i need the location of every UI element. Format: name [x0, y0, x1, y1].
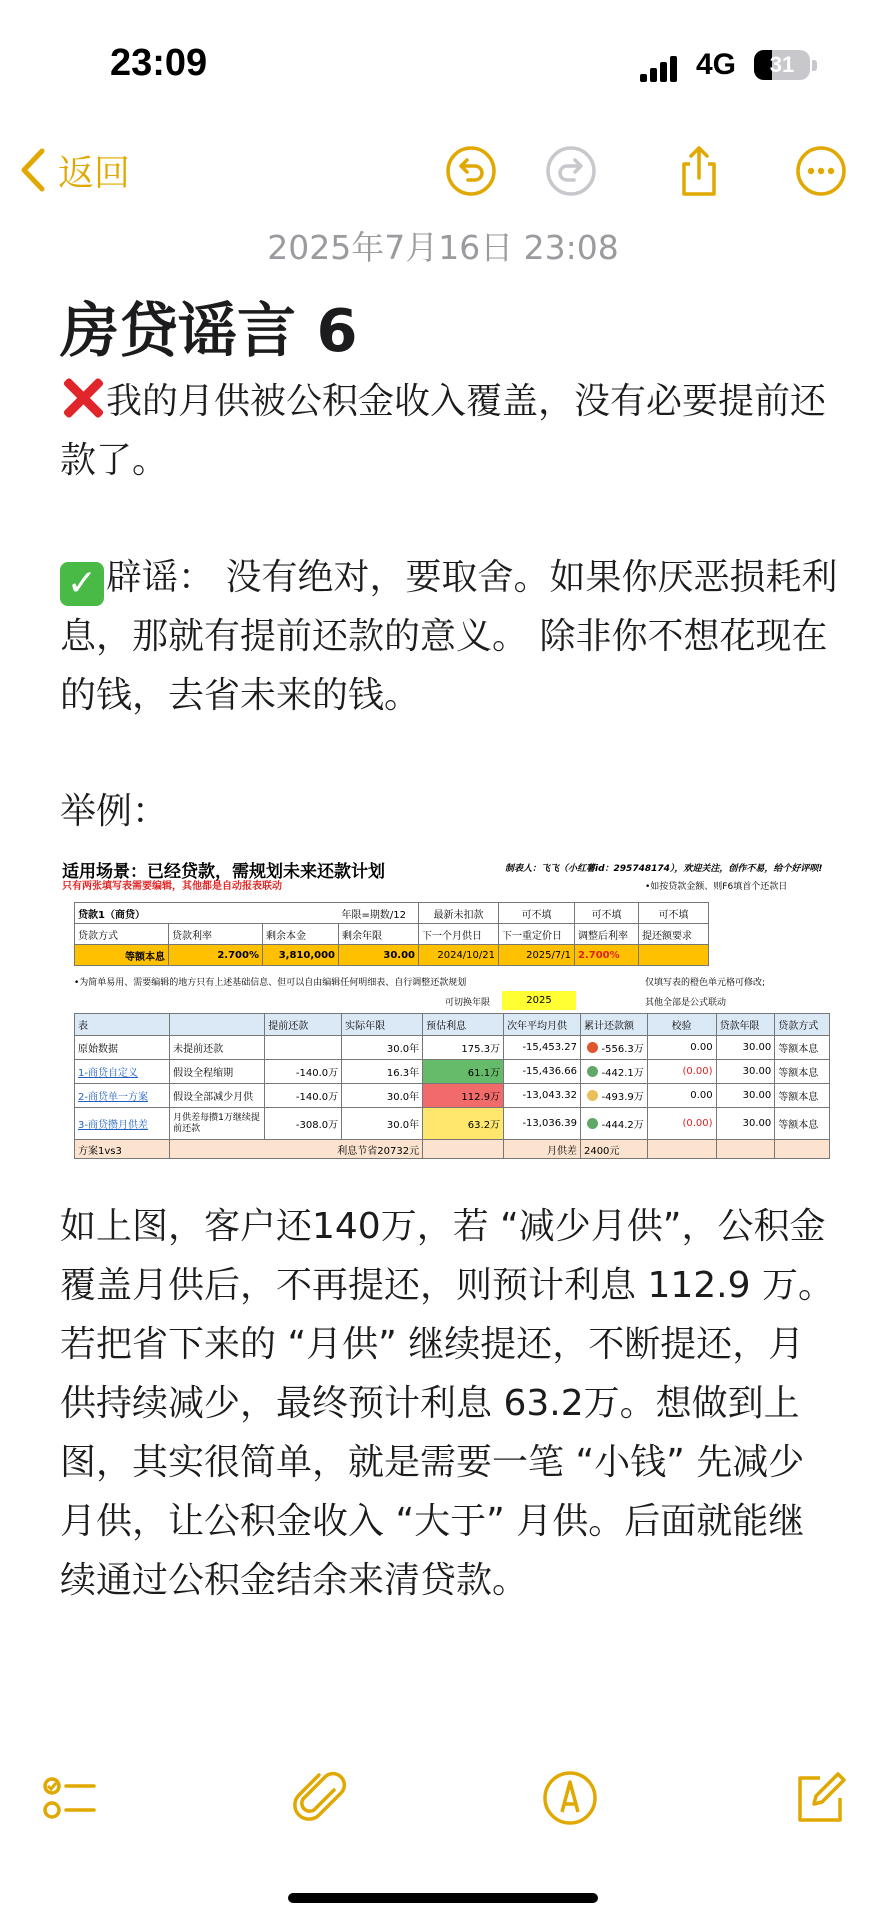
- scenario-header-row: [75, 1014, 830, 1036]
- loan-values-row: [75, 945, 709, 966]
- row-interest: 175.3万: [423, 1036, 504, 1060]
- footer-saving: 利息节省20732元: [170, 1140, 423, 1159]
- row-prepay: -308.0万: [265, 1108, 342, 1140]
- table-row: [75, 1084, 830, 1108]
- row-term: 30.00: [716, 1060, 775, 1084]
- home-indicator[interactable]: [288, 1893, 598, 1903]
- row-years: 30.0年: [342, 1108, 423, 1140]
- principal-label: 剩余本金: [263, 924, 339, 945]
- latest-unpaid-label: 最新未扣款: [419, 903, 499, 924]
- row-method: 等额本息: [775, 1108, 830, 1140]
- chevron-left-icon: [18, 147, 48, 193]
- row-desc: 未提前还款: [170, 1036, 265, 1060]
- next-payment-date-value[interactable]: 2024/10/21: [419, 945, 499, 966]
- year-switch-value[interactable]: 2025: [502, 991, 576, 1010]
- undo-icon[interactable]: [444, 144, 498, 198]
- sheet-hint: •如按贷款金额、则F6填首个还款日: [645, 882, 788, 892]
- row-total: [580, 1084, 647, 1108]
- header-blank: [170, 1014, 265, 1036]
- row-total: [580, 1060, 647, 1084]
- loan-method-label: 贷款方式: [75, 924, 169, 945]
- row-check: 0.00: [647, 1084, 716, 1108]
- row-interest: 61.1万: [423, 1060, 504, 1084]
- back-label: 返回: [58, 152, 131, 194]
- table-row: [75, 1036, 830, 1060]
- footer-gap-value: 2400元: [580, 1140, 647, 1159]
- status-dot-icon: [587, 1042, 598, 1053]
- row-name-link[interactable]: 2-商贷单一方案: [75, 1084, 170, 1108]
- note-date: 2025年7月16日 23:08: [267, 228, 619, 267]
- status-dot-icon: [587, 1090, 598, 1101]
- row-name-link[interactable]: 1-商贷自定义: [75, 1060, 170, 1084]
- header-interest: 预估利息: [423, 1014, 504, 1036]
- header-years: 实际年限: [342, 1014, 423, 1036]
- myth-paragraph[interactable]: [60, 372, 840, 490]
- status-dot-icon: [587, 1066, 598, 1077]
- optional-label: 可不填: [575, 903, 639, 924]
- loan-rate-value[interactable]: 2.700%: [169, 945, 263, 966]
- row-total-value: -493.9万: [601, 1092, 644, 1103]
- table-row: [75, 1060, 830, 1084]
- row-monthly: -15,436.66: [504, 1060, 581, 1084]
- sheet-subtitle: 只有两张填写表需要编辑，其他都是自动报表联动: [62, 881, 282, 892]
- remaining-years-value[interactable]: 30.00: [339, 945, 419, 966]
- principal-value[interactable]: 3,810,000: [263, 945, 339, 966]
- row-years: 30.0年: [342, 1084, 423, 1108]
- attachment-icon[interactable]: [292, 1768, 352, 1828]
- prepay-requirement-label: 提还额要求: [639, 924, 709, 945]
- header-prepay: 提前还款: [265, 1014, 342, 1036]
- status-dot-icon: [587, 1118, 598, 1129]
- row-monthly: -15,453.27: [504, 1036, 581, 1060]
- row-total-value: -442.1万: [601, 1068, 644, 1079]
- row-total: [580, 1108, 647, 1140]
- loan-header-row: [75, 903, 709, 924]
- table-row: [75, 1108, 830, 1140]
- loan-rate-label: 贷款利率: [169, 924, 263, 945]
- header-term: 贷款年限: [716, 1014, 775, 1036]
- note-title[interactable]: 房贷谣言 6: [60, 296, 358, 365]
- sheet-usage-note: •为简单易用、需要编辑的地方只有上述基础信息、但可以自由编辑任何明细表、自行调整还款规划: [74, 978, 467, 988]
- row-prepay: -140.0万: [265, 1060, 342, 1084]
- sheet-title: 适用场景：已经贷款，需规划未来还款计划: [62, 862, 385, 882]
- year-switch-label: 可切换年限: [445, 998, 491, 1008]
- next-reprice-date-label: 下一重定价日: [499, 924, 575, 945]
- row-method: 等额本息: [775, 1084, 830, 1108]
- row-check: 0.00: [647, 1036, 716, 1060]
- loan-labels-row: [75, 924, 709, 945]
- status-bar: [0, 0, 886, 130]
- adjusted-rate-label: 调整后利率: [575, 924, 639, 945]
- share-icon[interactable]: [672, 144, 726, 198]
- row-check: (0.00): [647, 1108, 716, 1140]
- sheet-formula-note: 其他全部是公式联动: [645, 998, 727, 1008]
- loan-method-value[interactable]: 等额本息: [75, 945, 169, 966]
- navigation-bar: [0, 140, 886, 200]
- row-desc: 假设全部减少月供: [170, 1084, 265, 1108]
- remaining-years-label: 剩余年限: [339, 924, 419, 945]
- row-interest: 112.9万: [423, 1084, 504, 1108]
- row-check: (0.00): [647, 1060, 716, 1084]
- cellular-signal-icon: [640, 56, 684, 82]
- row-monthly: -13,036.39: [504, 1108, 581, 1140]
- mortgage-spreadsheet-image[interactable]: [60, 855, 830, 1173]
- loan-input-table: [74, 902, 709, 966]
- next-payment-date-label: 下一个月供日: [419, 924, 499, 945]
- optional-label: 可不填: [639, 903, 709, 924]
- markup-icon[interactable]: [540, 1768, 600, 1828]
- row-name-link[interactable]: 3-商贷攒月供差: [75, 1108, 170, 1140]
- row-total-value: -556.3万: [601, 1044, 644, 1055]
- row-desc: 假设全程缩期: [170, 1060, 265, 1084]
- row-prepay: [265, 1036, 342, 1060]
- sheet-author: 制表人：飞飞（小红薯id：295748174），欢迎关注，创作不易，给个好评呗!: [505, 864, 823, 874]
- term-note: 年限=期数/12: [339, 903, 419, 924]
- header-check: 校验: [647, 1014, 716, 1036]
- sheet-edit-note: 仅填写表的橙色单元格可修改;: [645, 978, 766, 988]
- footer-scheme: 方案1vs3: [75, 1140, 170, 1159]
- scenario-table: [74, 1013, 830, 1159]
- row-years: 30.0年: [342, 1036, 423, 1060]
- header-total: 累计还款额: [580, 1014, 647, 1036]
- more-options-icon[interactable]: [794, 144, 848, 198]
- battery-icon: [754, 50, 810, 80]
- rebuttal-text: 辟谣： 没有绝对，要取舍。如果你厌恶损耗利息，那就有提前还款的意义。 除非你不想花现在的钱，去省未来的钱。: [60, 557, 838, 716]
- check-mark-icon: ✓: [60, 562, 104, 606]
- row-years: 16.3年: [342, 1060, 423, 1084]
- row-term: 30.00: [716, 1036, 775, 1060]
- next-reprice-date-value[interactable]: 2025/7/1: [499, 945, 575, 966]
- battery-level: 31: [769, 52, 795, 77]
- cross-mark-icon: [60, 375, 104, 419]
- back-button[interactable]: [18, 140, 130, 200]
- row-prepay: -140.0万: [265, 1084, 342, 1108]
- row-method: 等额本息: [775, 1036, 830, 1060]
- footer-row: [75, 1140, 830, 1159]
- header-method: 贷款方式: [775, 1014, 830, 1036]
- row-interest: 63.2万: [423, 1108, 504, 1140]
- network-type: 4G: [696, 48, 737, 81]
- row-method: 等额本息: [775, 1060, 830, 1084]
- bottom-toolbar: [0, 1760, 886, 1840]
- myth-text: 我的月供被公积金收入覆盖，没有必要提前还款了。: [60, 381, 827, 481]
- footer-gap-label: 月供差: [504, 1140, 581, 1159]
- checklist-icon[interactable]: [38, 1768, 98, 1828]
- row-term: 30.00: [716, 1084, 775, 1108]
- header-table: 表: [75, 1014, 170, 1036]
- example-label[interactable]: 举例：: [60, 791, 169, 832]
- prepay-requirement-value[interactable]: [639, 945, 709, 966]
- row-total: [580, 1036, 647, 1060]
- battery-tip: [812, 60, 817, 71]
- row-term: 30.00: [716, 1108, 775, 1140]
- optional-label: 可不填: [499, 903, 575, 924]
- conclusion-paragraph[interactable]: 如上图，客户还140万，若 “减少月供”，公积金覆盖月供后，不再提还，则预计利息 112.9 万。若把省下来的 “月供” 继续提还，不断提还，月供持续减少，最终预计利息 63.2万。想做到上图，其实很简单，就是需要一笔 “小钱” 先减少月供，让公积金收入 “大于” 月供。后面就能继续通过公积金结余来清贷款。: [60, 1206, 834, 1601]
- adjusted-rate-value[interactable]: 2.700%: [575, 945, 639, 966]
- row-name: 原始数据: [75, 1036, 170, 1060]
- header-monthly: 次年平均月供: [504, 1014, 581, 1036]
- redo-icon[interactable]: [544, 144, 598, 198]
- row-desc: 月供差每攒1万继续提前还款: [170, 1108, 265, 1140]
- status-time: 23:09: [110, 42, 208, 84]
- row-monthly: -13,043.32: [504, 1084, 581, 1108]
- compose-icon[interactable]: [790, 1768, 850, 1828]
- row-total-value: -444.2万: [601, 1120, 644, 1131]
- loan-name: 贷款1（商贷）: [75, 903, 169, 924]
- rebuttal-paragraph[interactable]: [60, 548, 840, 725]
